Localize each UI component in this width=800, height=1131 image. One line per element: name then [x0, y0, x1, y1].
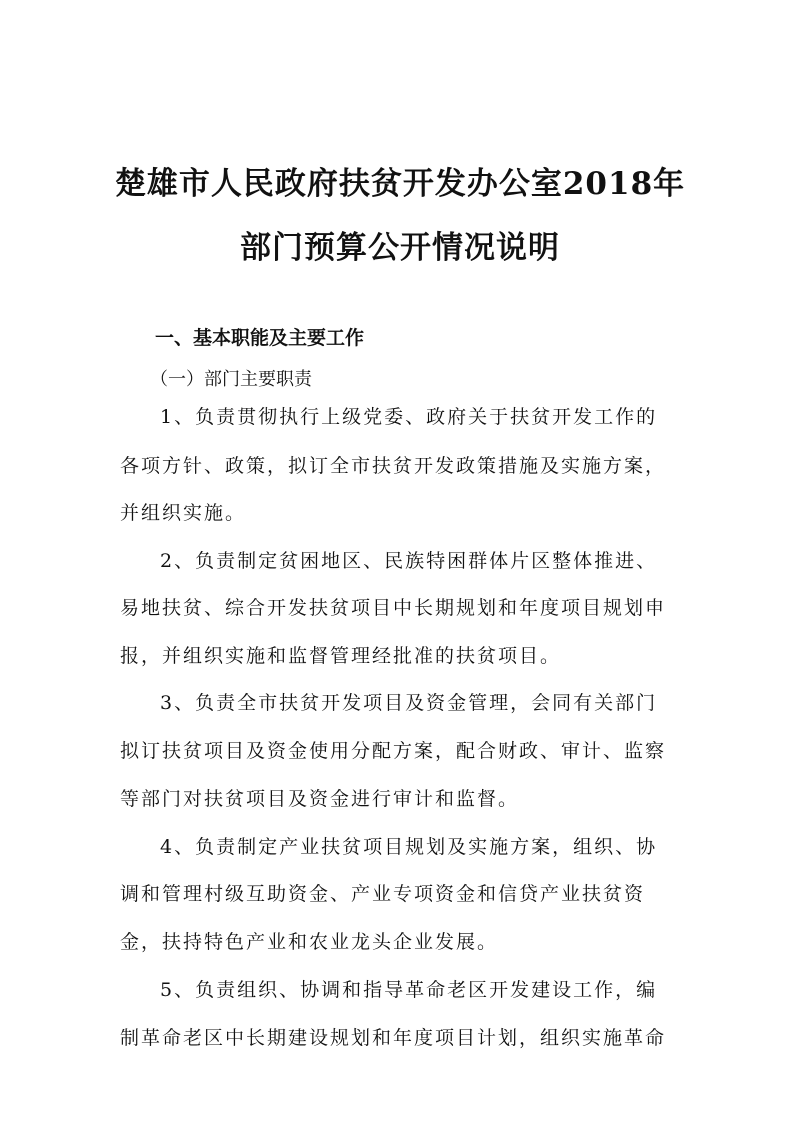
section-heading: 一、基本职能及主要工作: [155, 327, 365, 349]
subsection-heading: （一）部门主要职责: [150, 369, 312, 390]
paragraph-1-line-1: 1、负责贯彻执行上级党委、政府关于扶贫开发工作的: [160, 406, 658, 428]
paragraph-3-line-1: 3、负责全市扶贫开发项目及资金管理，会同有关部门: [160, 692, 658, 714]
paragraph-4-line-2: 调和管理村级互助资金、产业专项资金和信贷产业扶贫资: [120, 883, 646, 905]
paragraph-2-line-1: 2、负责制定贫困地区、民族特困群体片区整体推进、: [160, 550, 658, 572]
paragraph-2-line-3: 报，并组织实施和监督管理经批准的扶贫项目。: [120, 645, 562, 667]
paragraph-3-line-3: 等部门对扶贫项目及资金进行审计和监督。: [120, 788, 520, 810]
paragraph-4-line-3: 金，扶持特色产业和农业龙头企业发展。: [120, 931, 499, 953]
paragraph-1-line-3: 并组织实施。: [120, 502, 247, 524]
paragraph-4-line-1: 4、负责制定产业扶贫项目规划及实施方案，组织、协: [160, 836, 658, 858]
document-title-line-2: 部门预算公开情况说明: [240, 230, 560, 266]
paragraph-3-line-2: 拟订扶贫项目及资金使用分配方案，配合财政、审计、监察: [120, 740, 667, 762]
paragraph-2-line-2: 易地扶贫、综合开发扶贫项目中长期规划和年度项目规划申: [120, 597, 667, 619]
paragraph-1-line-2: 各项方针、政策，拟订全市扶贫开发政策措施及实施方案，: [120, 455, 667, 477]
paragraph-5-line-2: 制革命老区中长期建设规划和年度项目计划，组织实施革命: [120, 1027, 667, 1049]
document-title-line-1: 楚雄市人民政府扶贫开发办公室2018年: [114, 166, 686, 202]
paragraph-5-line-1: 5、负责组织、协调和指导革命老区开发建设工作，编: [160, 979, 658, 1001]
